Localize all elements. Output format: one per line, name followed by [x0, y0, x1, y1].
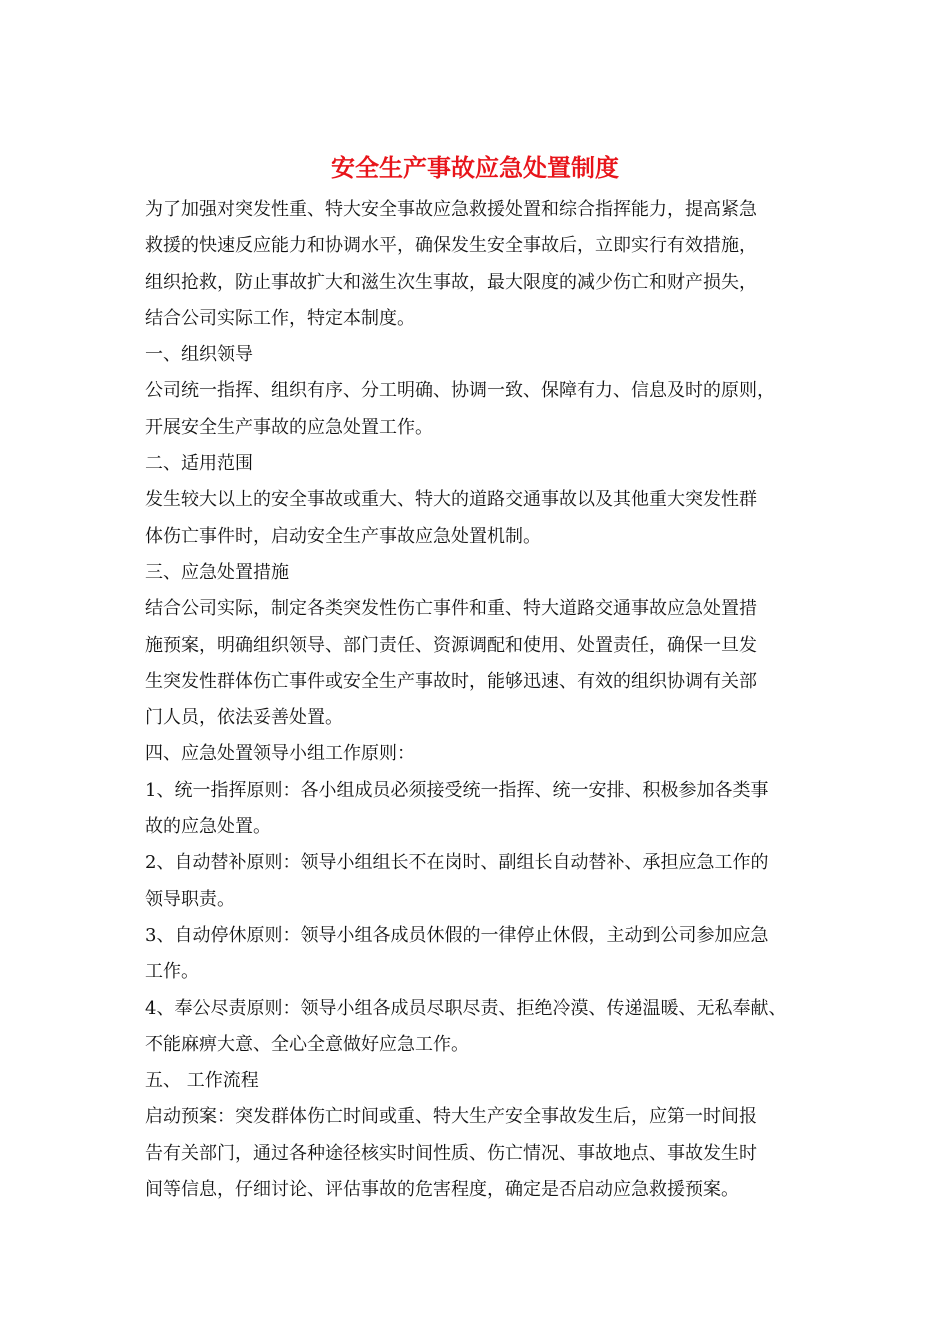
body-line: 救援的快速反应能力和协调水平，确保发生安全事故后，立即实行有效措施，	[145, 235, 757, 257]
body-line: 三、应急处置措施	[145, 561, 289, 583]
body-line: 启动预案：突发群体伤亡时间或重、特大生产安全事故发生后，应第一时间报	[145, 1106, 757, 1128]
body-line: 施预案，明确组织领导、部门责任、资源调配和使用、处置责任，确保一旦发	[145, 634, 757, 656]
document-body	[145, 192, 825, 1208]
body-line: 不能麻痹大意、全心全意做好应急工作。	[145, 1033, 469, 1055]
body-line: 公司统一指挥、组织有序、分工明确、协调一致、保障有力、信息及时的原则，	[145, 380, 775, 402]
body-line: 为了加强对突发性重、特大安全事故应急救援处置和综合指挥能力，提高紧急	[145, 199, 757, 220]
body-line: 结合公司实际工作，特定本制度。	[145, 307, 415, 329]
document-title: 安全生产事故应急处置制度	[331, 154, 619, 182]
body-line: 生突发性群体伤亡事件或安全生产事故时，能够迅速、有效的组织协调有关部	[145, 670, 757, 692]
body-line: 二、适用范围	[145, 453, 253, 475]
body-line: 故的应急处置。	[145, 816, 271, 838]
body-line: 五、 工作流程	[145, 1070, 259, 1092]
body-line: 间等信息，仔细讨论、评估事故的危害程度，确定是否启动应急救援预案。	[145, 1179, 739, 1201]
body-line: 门人员，依法妥善处置。	[145, 707, 343, 729]
body-line: 2、自动替补原则：领导小组组长不在岗时、副组长自动替补、承担应急工作的	[145, 852, 769, 874]
body-line: 开展安全生产事故的应急处置工作。	[145, 416, 433, 438]
body-line: 组织抢救，防止事故扩大和滋生次生事故，最大限度的减少伤亡和财产损失，	[145, 271, 757, 293]
body-line: 3、自动停休原则：领导小组各成员休假的一律停止休假，主动到公司参加应急	[145, 924, 769, 946]
body-line: 一、组织领导	[145, 344, 253, 366]
body-line: 工作。	[145, 961, 199, 983]
body-line: 发生较大以上的安全事故或重大、特大的道路交通事故以及其他重大突发性群	[145, 489, 757, 511]
body-line: 领导职责。	[145, 888, 235, 910]
body-line: 4、奉公尽责原则：领导小组各成员尽职尽责、拒绝冷漠、传递温暖、无私奉献、	[145, 997, 787, 1019]
body-line: 告有关部门，通过各种途径核实时间性质、伤亡情况、事故地点、事故发生时	[145, 1142, 757, 1164]
body-line: 四、应急处置领导小组工作原则：	[145, 743, 415, 765]
body-line: 1、统一指挥原则：各小组成员必须接受统一指挥、统一安排、积极参加各类事	[145, 779, 769, 801]
body-line: 体伤亡事件时，启动安全生产事故应急处置机制。	[145, 525, 541, 547]
body-line: 结合公司实际，制定各类突发性伤亡事件和重、特大道路交通事故应急处置措	[145, 598, 757, 620]
